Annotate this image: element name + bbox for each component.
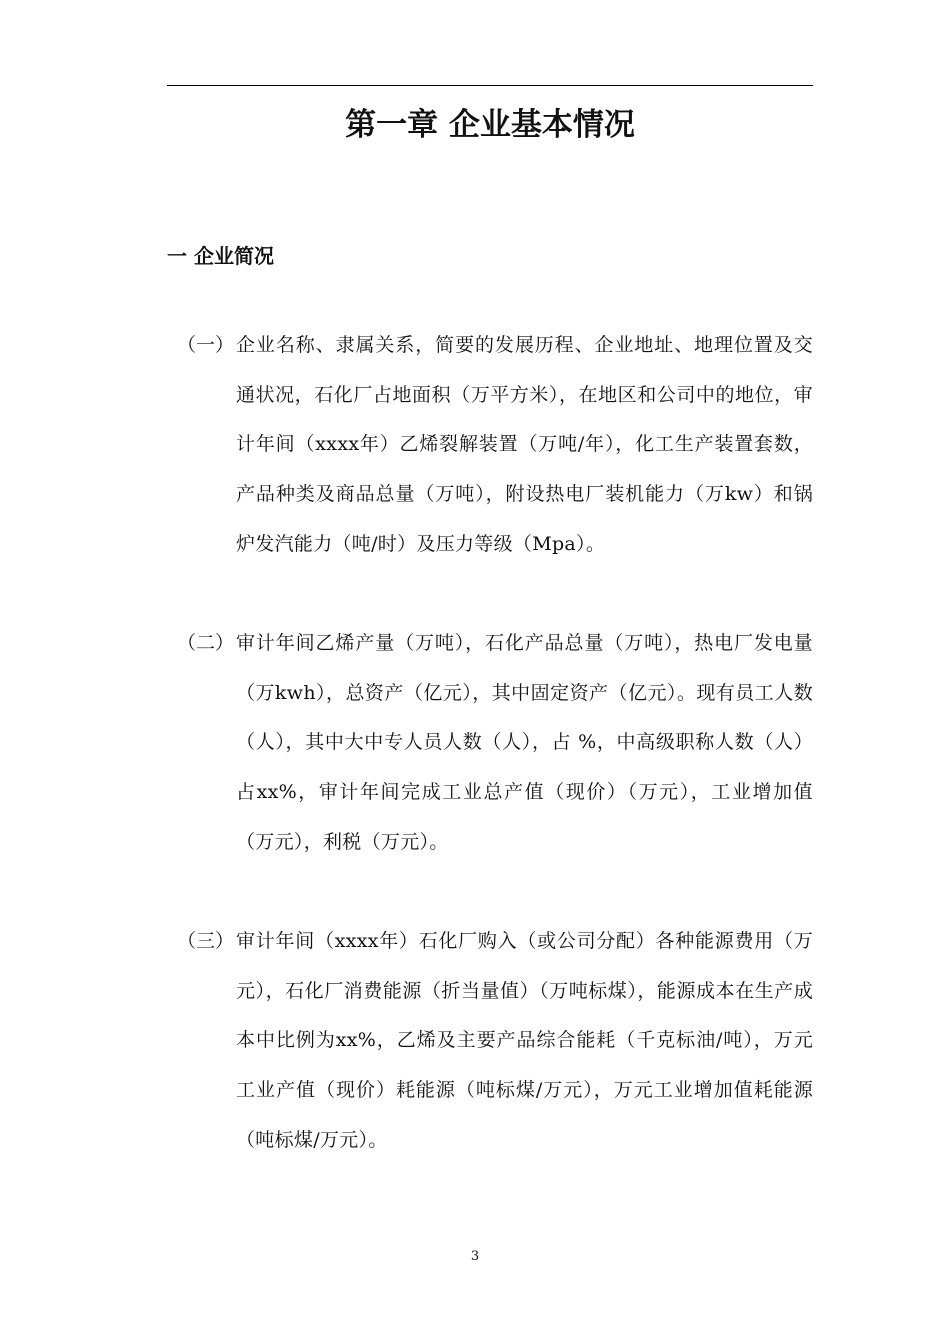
paragraph-text: 审计年间（xxxx年）石化厂购入（或公司分配）各种能源费用（万元），石化厂消费能源（折当量值）（万吨标煤），能源成本在生产成本中比例为xx%，乙烯及主要产品综合能耗（千克标油/吨），万元工业产值（现价）耗能源（吨标煤/万元），万元工业增加值耗能源（吨标煤/万元）。 <box>236 930 813 1151</box>
chapter-title: 第一章 企业基本情况 <box>345 107 635 143</box>
paragraph-text: 企业名称、隶属关系，简要的发展历程、企业地址、地理位置及交通状况，石化厂占地面积（万平方米），在地区和公司中的地位，审计年间（xxxx年）乙烯裂解装置（万吨/年），化工生产装置套数，产品种类及商品总量（万吨），附设热电厂装机能力（万kw）和锅炉发汽能力（吨/时）及压力等级（Mpa）。 <box>236 334 813 555</box>
paragraph-number: （一） <box>177 334 235 356</box>
section-heading: 一 企业简况 <box>167 244 274 268</box>
paragraph-2 <box>167 619 813 868</box>
paragraph-number: （二） <box>177 632 235 654</box>
page-number: 3 <box>470 1249 480 1264</box>
header-rule <box>167 85 813 86</box>
paragraph-text: 审计年间乙烯产量（万吨），石化产品总量（万吨），热电厂发电量（万kwh），总资产（亿元），其中固定资产（亿元）。现有员工人数（人），其中大中专人员人数（人），占 %，中高级职称人数（人）占xx%，审计年间完成工业总产值（现价）（万元），工业增加值（万元），利税（万元）。 <box>236 632 813 853</box>
paragraph-3 <box>167 917 813 1166</box>
paragraph-1 <box>167 321 813 570</box>
paragraph-number: （三） <box>177 930 235 952</box>
